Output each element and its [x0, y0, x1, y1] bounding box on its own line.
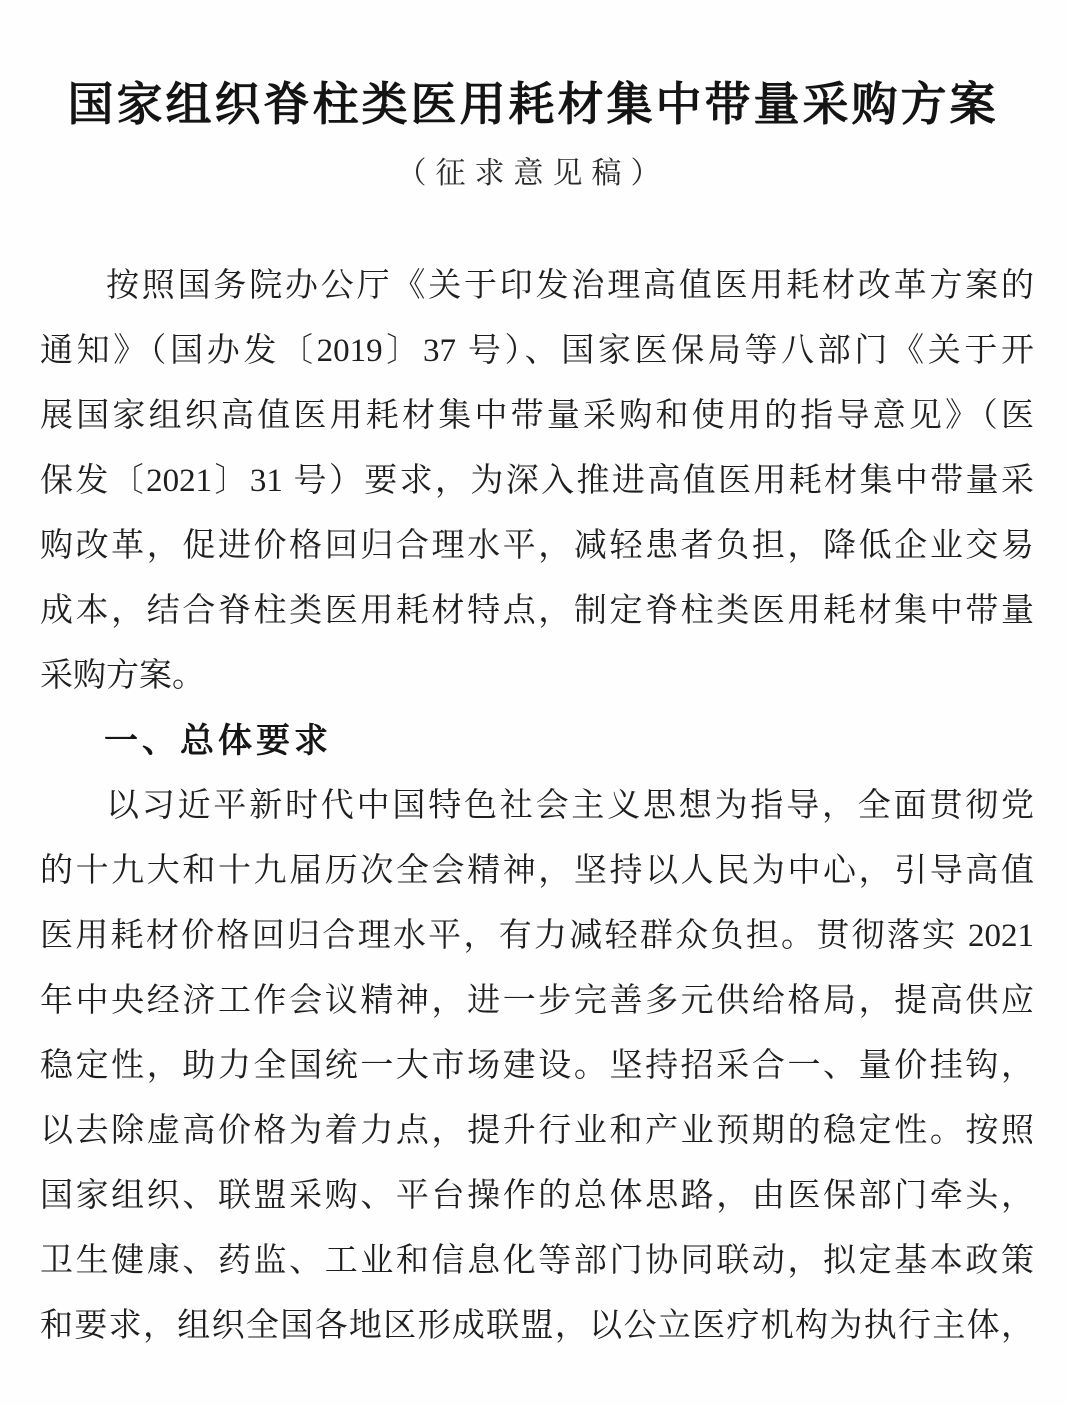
paragraph-line: 卫生健康、药监、工业和信息化等部门协同联动，拟定基本政策: [40, 1242, 1034, 1279]
paragraph-line: 展国家组织高值医用耗材集中带量采购和使用的指导意见》（医: [40, 397, 1034, 434]
paragraph-line: 和要求，组织全国各地区形成联盟，以公立医疗机构为执行主体，: [40, 1307, 1034, 1344]
document-title: 国家组织脊柱类医用耗材集中带量采购方案: [67, 79, 999, 130]
document-subtitle: （征求意见稿）: [396, 156, 670, 190]
paragraph-line: 国家组织、联盟采购、平台操作的总体思路，由医保部门牵头，: [40, 1177, 1034, 1214]
document-body: [0, 254, 1066, 1359]
paragraph-line: 的十九大和十九届历次全会精神，坚持以人民为中心，引导高值: [40, 852, 1034, 889]
paragraph-line: 成本，结合脊柱类医用耗材特点，制定脊柱类医用耗材集中带量: [40, 592, 1034, 629]
paragraph-line: 稳定性，助力全国统一大市场建设。坚持招采合一、量价挂钩，: [40, 1047, 1034, 1084]
paragraph-line: 医用耗材价格回归合理水平，有力减轻群众负担。贯彻落实 2021: [40, 917, 1034, 954]
paragraph-line: 以习近平新时代中国特色社会主义思想为指导，全面贯彻党: [106, 787, 1034, 824]
paragraph-line: 年中央经济工作会议精神，进一步完善多元供给格局，提高供应: [40, 982, 1034, 1019]
paragraph-line: 保发〔2021〕31 号）要求，为深入推进高值医用耗材集中带量采: [40, 462, 1034, 499]
paragraph-line: 购改革，促进价格回归合理水平，减轻患者负担，降低企业交易: [40, 527, 1034, 564]
paragraph-line: 采购方案。: [40, 657, 205, 694]
paragraph-line: 通知》（国办发〔2019〕37 号）、国家医保局等八部门《关于开: [40, 332, 1034, 369]
paragraph-line: 按照国务院办公厅《关于印发治理高值医用耗材改革方案的: [106, 267, 1034, 304]
paragraph-line: 以去除虚高价格为着力点，提升行业和产业预期的稳定性。按照: [40, 1112, 1034, 1149]
section-heading: 一、总体要求: [104, 721, 332, 760]
